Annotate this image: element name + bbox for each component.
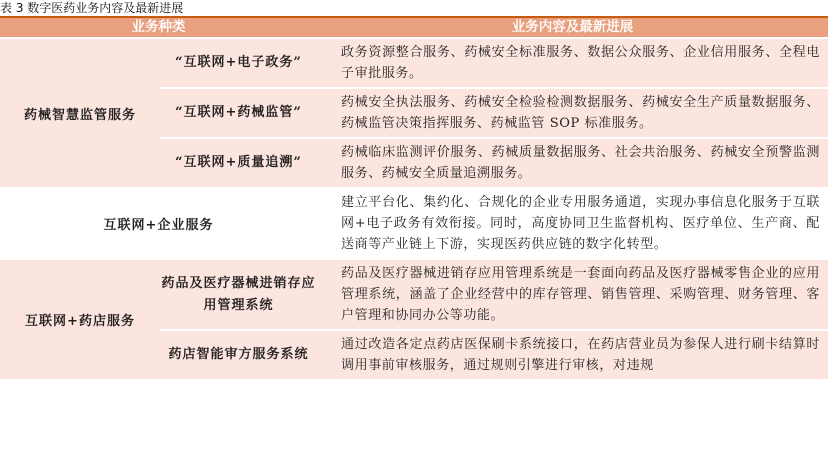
description-cell: 药械临床监测评价服务、药械质量数据服务、社会共治服务、药械安全预警监测服务、药械安全质量追溯服务。 [341, 145, 820, 181]
table-caption: 表 3 数字医药业务内容及最新进展 [0, 1, 184, 15]
header-business-type: 业务种类 [131, 19, 186, 35]
description-cell: 药品及医疗器械进销存应用管理系统是一套面向药品及医疗器械零售企业的应用管理系统，涵盖了企业经营中的库存管理、销售管理、采购管理、财务管理、客户管理和协同办公等功能。 [341, 266, 820, 323]
table-row [0, 189, 828, 260]
subcategory-cell: “互联网+质量追溯” [175, 155, 302, 170]
description-cell: 政务资源整合服务、药械安全标准服务、数据公众服务、企业信用服务、全程电子审批服务。 [341, 45, 820, 81]
description-cell: 药械安全执法服务、药械安全检验检测数据服务、药械安全生产质量数据服务、药械监管决策指挥服务、药械监管 SOP 标准服务。 [341, 95, 820, 131]
description-cell: 通过改造各定点药店医保刷卡系统接口，在药店营业员为参保人进行刷卡结算时调用事前审核服务，通过规则引擎进行审核，对违规 [341, 337, 820, 373]
business-table [0, 16, 828, 381]
subcategory-cell: “互联网+电子政务” [175, 55, 302, 70]
table-row [160, 39, 828, 89]
subitems [160, 260, 828, 379]
table-row-group [0, 260, 828, 381]
table-row-group [0, 39, 828, 189]
subitems [160, 39, 828, 187]
subcategory-cell: 药品及医疗器械进销存应用管理系统 [161, 275, 316, 313]
subcategory-cell: “互联网+药械监管” [175, 105, 302, 120]
category-cell: 药械智慧监管服务 [23, 107, 136, 123]
category-cell: 互联网+药店服务 [25, 314, 135, 329]
header-business-content: 业务内容及最新进展 [511, 19, 634, 35]
category-cell: 互联网+企业服务 [103, 218, 214, 233]
table-row [160, 89, 828, 139]
subcategory-cell: 药店智能审方服务系统 [168, 347, 309, 362]
description-cell: 建立平台化、集约化、合规化的企业专用服务通道，实现办事信息化服务于互联网+电子政务有效衔接。同时，高度协同卫生监督机构、医疗单位、生产商、配送商等产业链上下游，实现医药供应链的数字化转型。 [341, 195, 820, 252]
table-row [160, 331, 828, 379]
table-row [160, 139, 828, 187]
table-row [160, 260, 828, 331]
table-header [0, 18, 828, 39]
